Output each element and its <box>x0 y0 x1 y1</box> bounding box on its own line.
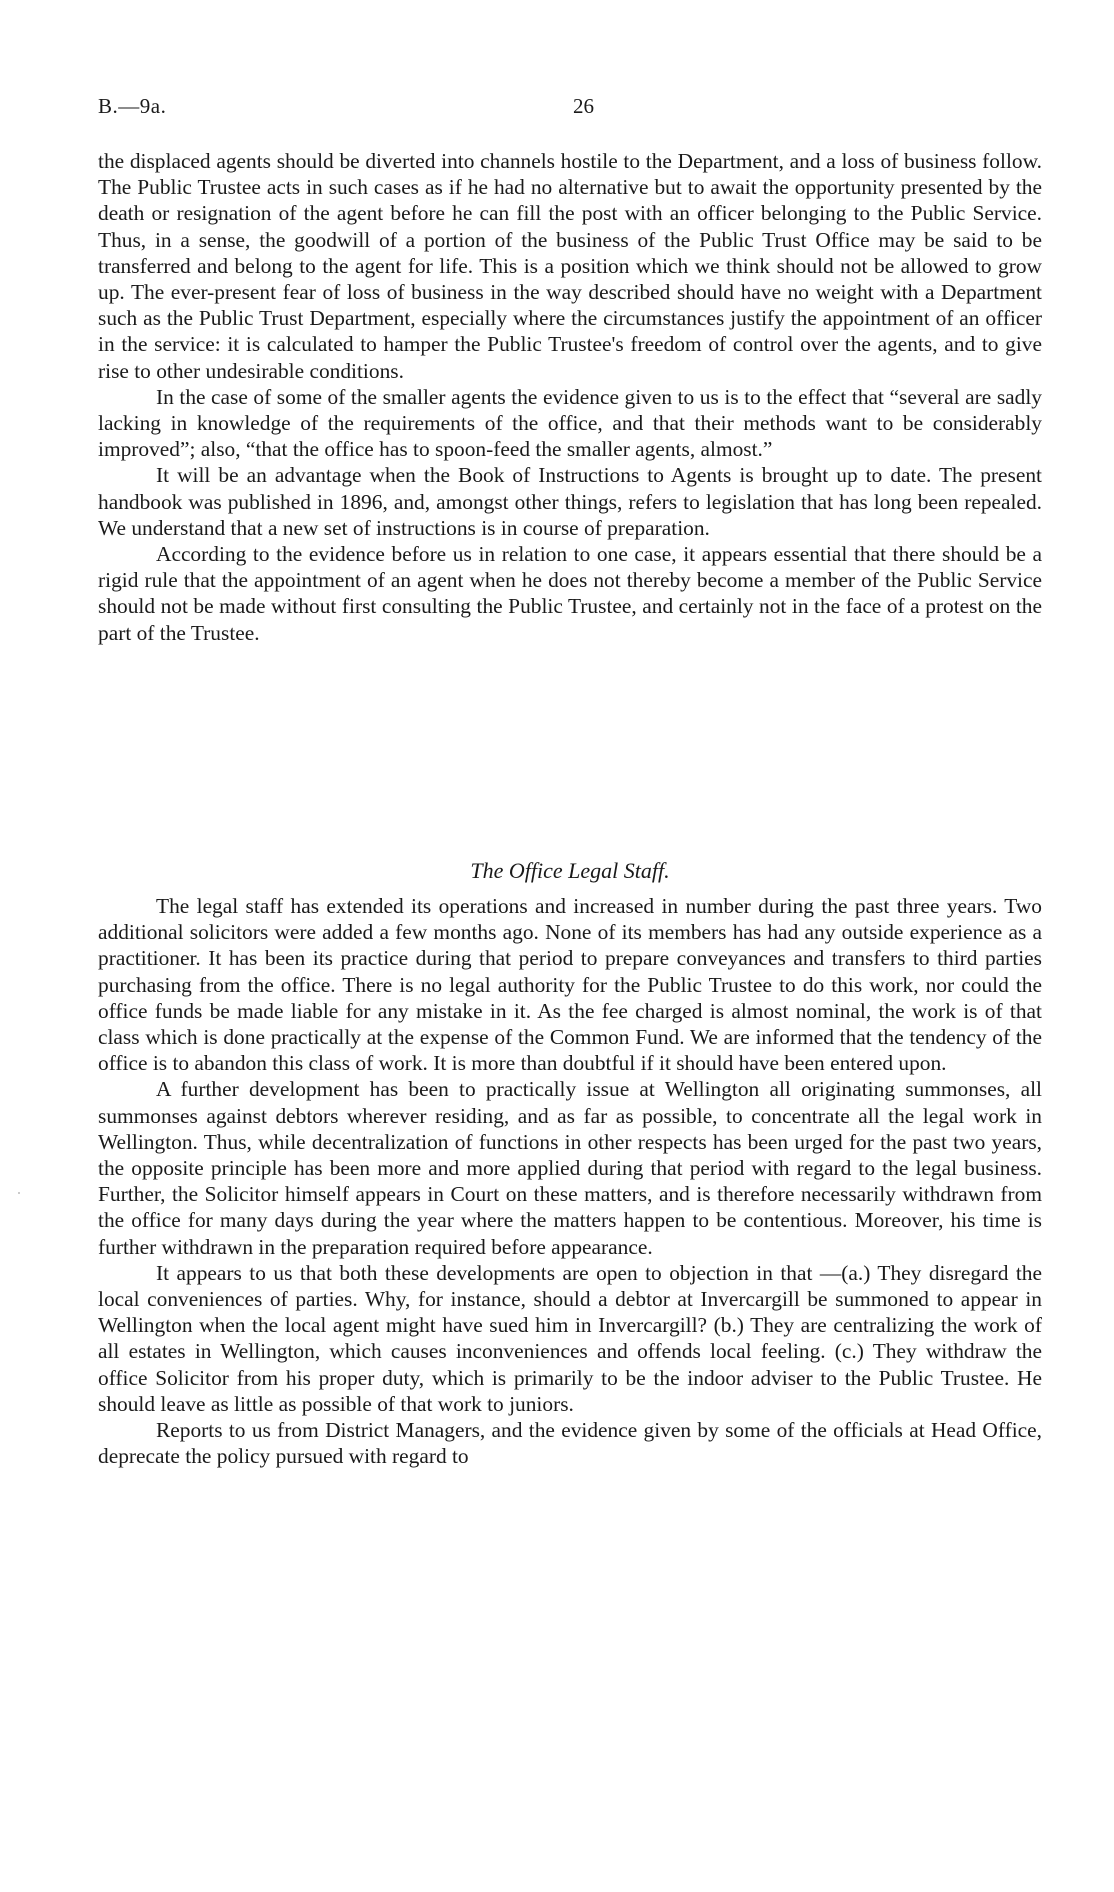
paragraph: A further development has been to practically issue at Wellington all originating summonses, all summonses against debtors wherever residing, and as far as possible, to concentrate all the legal work in Wellington. Thus, while decentralization of functions in other respects has been urged for the past two years, the opposite principle has been more and more applied during that period with regard to the legal business. Further, the Solicitor himself appears in Court on these matters, and is therefore necessarily withdrawn from the office for many days during the year where the matters happen to be contentious. Moreover, his time is further withdrawn in the preparation required before appearance. <box>98 1077 1042 1259</box>
paragraph: It will be an advantage when the Book of Instructions to Agents is brought up to date. The present handbook was published in 1896, and, amongst other things, refers to legislation that has long been repealed. We understand that a new set of instructions is in course of preparation. <box>98 463 1042 540</box>
section-heading: The Office Legal Staff. <box>470 858 670 883</box>
paragraph: It appears to us that both these developments are open to objection in that —(a.) They disregard the local conveniences of parties. Why, for instance, should a debtor at Invercargill be summoned to appear in Wellington when the local agent might have sued him in Invercargill? (b.) They are centralizing the work of all estates in Wellington, which causes inconveniences and offends local feeling. (c.) They withdraw the office Solicitor from his proper duty, which is primarily to be the indoor adviser to the Public Trustee. He should leave as little as possible of that work to juniors. <box>98 1260 1042 1416</box>
margin-speck <box>18 1192 20 1194</box>
paragraph: In the case of some of the smaller agents the evidence given to us is to the effect that “several are sadly lacking in knowledge of the requirements of the office, and that their methods want to be considerably improved”; also, “that the office has to spoon-feed the smaller agents, almost.” <box>98 384 1042 462</box>
body-text-top <box>98 148 1042 646</box>
paragraph: Reports to us from District Managers, and the evidence given by some of the officials at Head Office, deprecate the policy pursued with regard to <box>98 1418 1042 1469</box>
page-number: 26 <box>573 94 594 118</box>
running-head: B.—9a. <box>98 94 167 118</box>
paragraph: According to the evidence before us in relation to one case, it appears essential that there should be a rigid rule that the appointment of an agent when he does not thereby become a member of the Public Service should not be made without first consulting the Public Trustee, and certainly not in the face of a protest on the part of the Trustee. <box>98 542 1042 645</box>
body-text-bottom <box>98 893 1042 1469</box>
paragraph: the displaced agents should be diverted into channels hostile to the Department, and a loss of business follow. The Public Trustee acts in such cases as if he had no alternative but to await the opportunity presented by the death or resignation of the agent before he can fill the post with an officer belonging to the Public Service. Thus, in a sense, the goodwill of a portion of the business of the Public Trust Office may be said to be transferred and belong to the agent for life. This is a position which we think should not be allowed to grow up. The ever-present fear of loss of business in the way described should have no weight with a Department such as the Public Trust Department, especially where the circumstances justify the appointment of an officer in the service: it is calculated to hamper the Public Trustee's freedom of control over the agents, and to give rise to other undesirable conditions. <box>98 149 1042 383</box>
page-header <box>98 94 1042 128</box>
paragraph: The legal staff has extended its operations and increased in number during the past three years. Two additional solicitors were added a few months ago. None of its members has had any outside experience as a practitioner. It has been its practice during that period to prepare conveyances and transfers to third parties purchasing from the office. There is no legal authority for the Public Trustee to do this work, nor could the office funds be made liable for any mistake in it. As the fee charged is almost nominal, the work is of that class which is done practically at the expense of the Common Fund. We are informed that the tendency of the office is to abandon this class of work. It is more than doubtful if it should have been entered upon. <box>98 894 1042 1076</box>
